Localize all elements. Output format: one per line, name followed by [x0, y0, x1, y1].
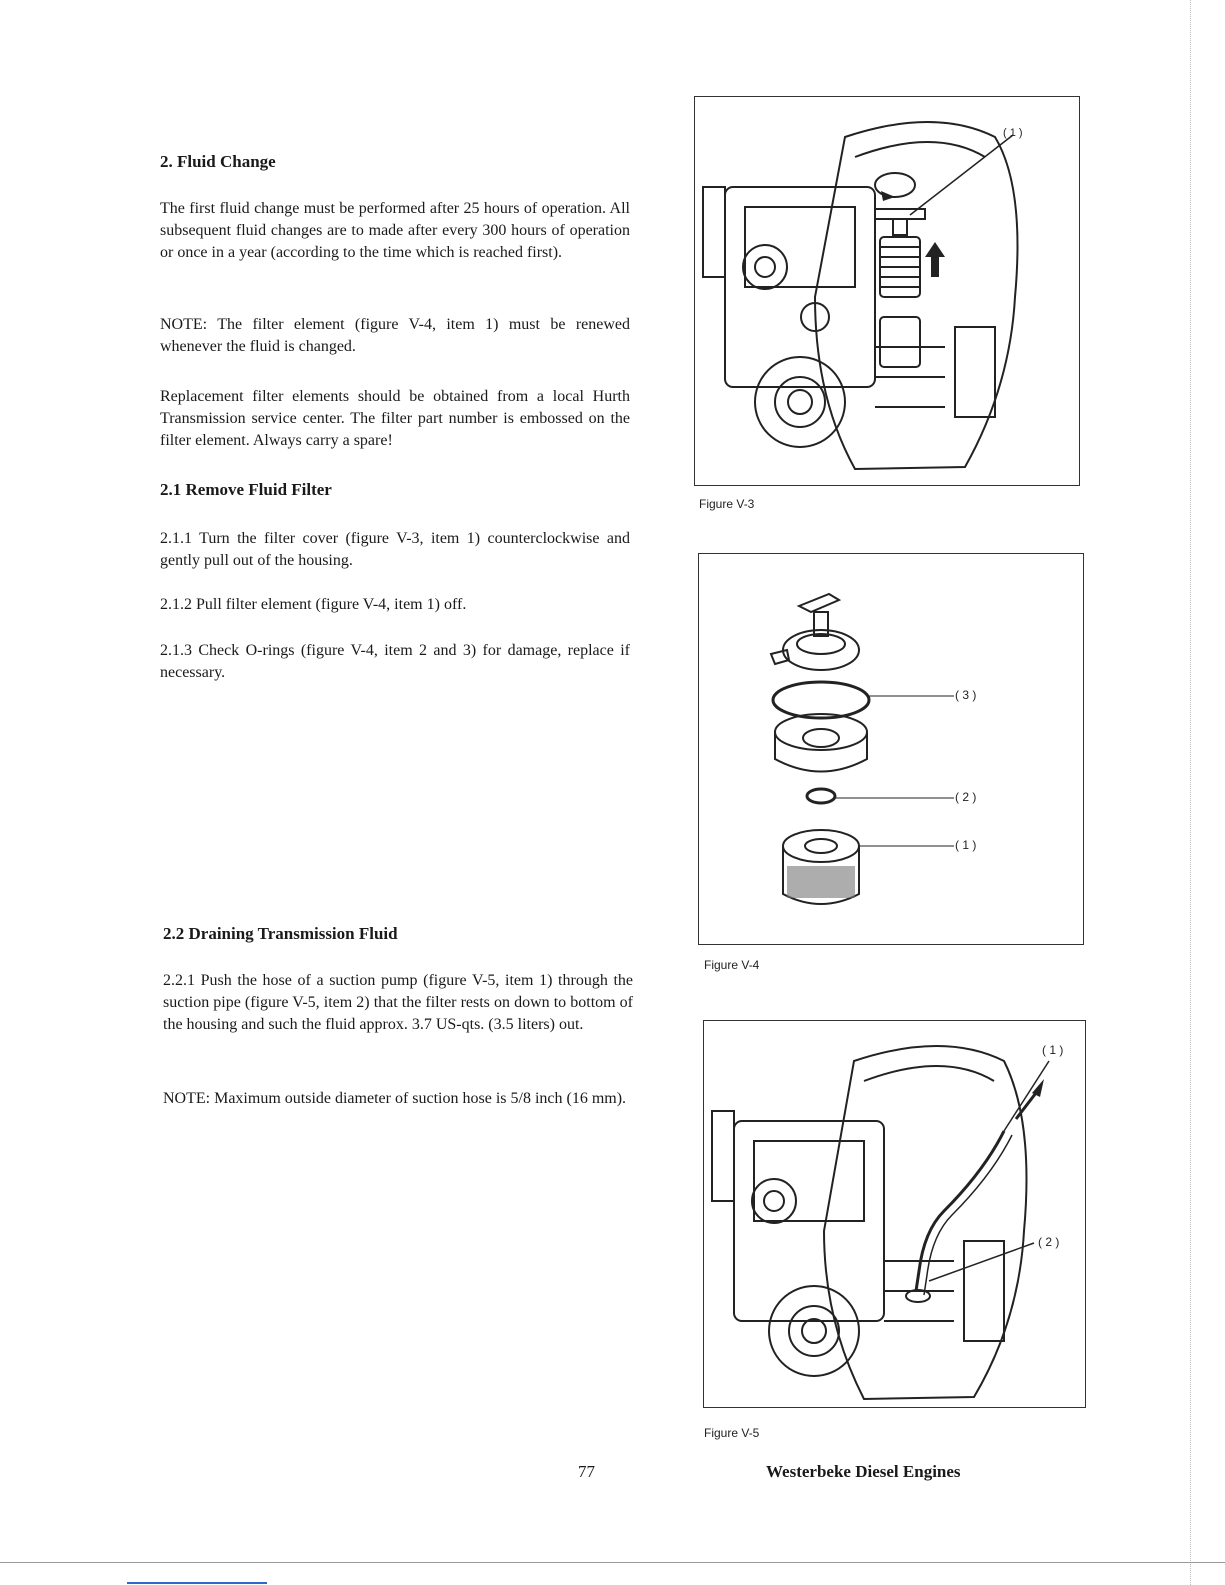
- step-2-1-1: 2.1.1 Turn the filter cover (figure V-3, item 1) counterclockwise and gently pull out of the housing.: [160, 530, 630, 569]
- figure-v5-caption: Figure V-5: [704, 1426, 760, 1440]
- paragraph-replacement: Replacement filter elements should be obtained from a local Hurth Transmission service center. The filter part number is embossed on the filter element. Always carry a spare!: [160, 388, 630, 449]
- page-number: 77: [578, 1462, 595, 1481]
- transmission-filter-cover-illustration: [695, 97, 1079, 485]
- publisher-name: Westerbeke Diesel Engines: [766, 1462, 961, 1481]
- bottom-link-underline: [127, 1582, 267, 1584]
- suction-pump-illustration: [704, 1021, 1085, 1407]
- right-edge-dotted-line: [1190, 0, 1191, 1585]
- figure-v3-callout-1: ( 1 ): [1003, 127, 1023, 139]
- heading-remove-fluid-filter: 2.1 Remove Fluid Filter: [160, 480, 332, 499]
- step-2-2-1: 2.2.1 Push the hose of a suction pump (figure V-5, item 1) through the suction pipe (figure V-5, item 2) that the filter rests on down to bottom of the housing and such the fluid approx. 3.7 US-qts. (3.5 liters) out.: [163, 972, 633, 1033]
- paragraph-fluid-change-intro: The first fluid change must be performed after 25 hours of operation. All subsequent fluid changes are to made after every 300 hours of operation or once in a year (according to the time which is reached first).: [160, 200, 630, 261]
- heading-fluid-change: 2. Fluid Change: [160, 152, 276, 171]
- bottom-edge-line: [0, 1562, 1225, 1563]
- step-2-1-3: 2.1.3 Check O-rings (figure V-4, item 2 and 3) for damage, replace if necessary.: [160, 642, 630, 681]
- figure-v3-frame: [694, 96, 1080, 486]
- figure-v4-frame: [698, 553, 1084, 945]
- figure-v4-callout-1: ( 1 ): [955, 838, 977, 852]
- heading-draining-fluid: 2.2 Draining Transmission Fluid: [163, 924, 398, 943]
- figure-v5-callout-2: ( 2 ): [1038, 1235, 1060, 1249]
- step-2-1-2: 2.1.2 Pull filter element (figure V-4, item 1) off.: [160, 596, 467, 613]
- figure-v5-frame: [703, 1020, 1086, 1408]
- figure-v4-caption: Figure V-4: [704, 958, 760, 972]
- figure-v3-caption: Figure V-3: [699, 497, 755, 511]
- figure-v5-callout-1: ( 1 ): [1042, 1043, 1064, 1057]
- figure-v4-callout-3: ( 3 ): [955, 688, 977, 702]
- paragraph-hose-note: NOTE: Maximum outside diameter of suction hose is 5/8 inch (16 mm).: [163, 1090, 627, 1107]
- paragraph-filter-note: NOTE: The filter element (figure V-4, item 1) must be renewed whenever the fluid is changed.: [160, 316, 630, 355]
- figure-v4-callout-2: ( 2 ): [955, 790, 977, 804]
- filter-assembly-exploded-illustration: [699, 554, 1083, 944]
